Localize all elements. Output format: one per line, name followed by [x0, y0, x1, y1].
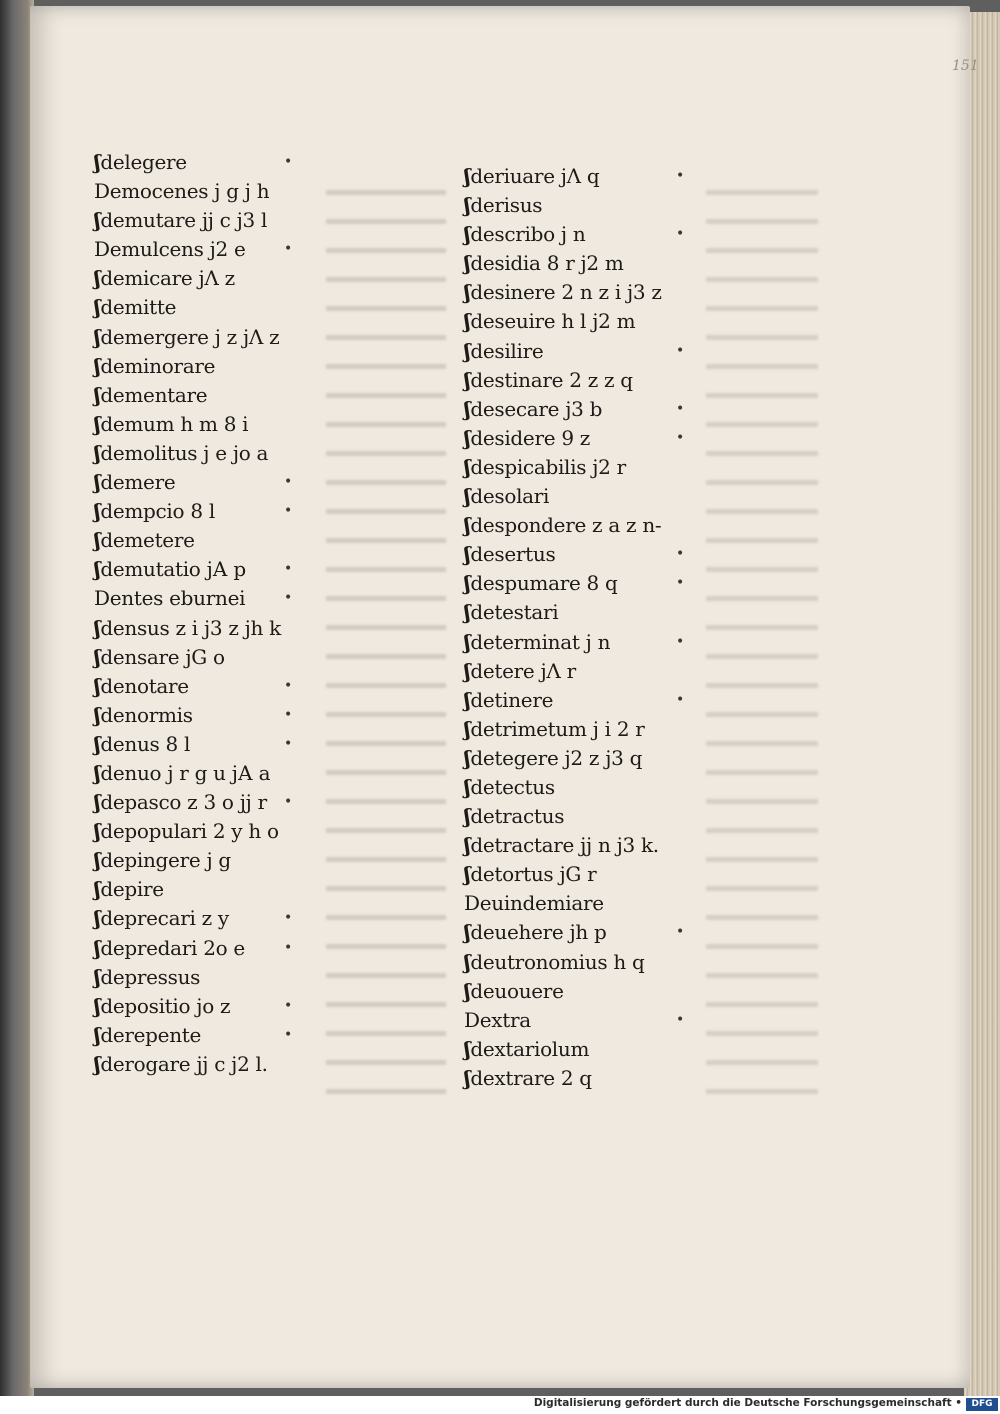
dot-mark-icon: • — [676, 168, 684, 184]
index-entry — [464, 453, 694, 482]
entry-text: detrimetum j i 2 r — [470, 716, 645, 741]
index-entry — [94, 846, 309, 875]
entry-text: denormis — [100, 702, 193, 727]
paragraph-mark-icon: ʃ — [94, 615, 101, 640]
entry-text: desecare j3 b — [470, 396, 603, 421]
entry-text: depire — [100, 877, 164, 902]
paragraph-mark-icon: ʃ — [94, 324, 101, 349]
paragraph-mark-icon: ʃ — [464, 804, 471, 829]
entry-text: depredari 2o e — [100, 935, 245, 960]
entry-text: denus 8 l — [100, 731, 191, 756]
dot-mark-icon: • — [284, 154, 292, 170]
paragraph-mark-icon: ʃ — [464, 309, 471, 334]
index-entry — [94, 614, 309, 643]
entry-text: desolari — [470, 484, 550, 509]
entry-text: Demulcens j2 e — [94, 237, 246, 262]
entry-text: dextariolum — [470, 1036, 590, 1061]
dot-mark-icon: • — [284, 474, 292, 491]
index-entry — [464, 977, 694, 1006]
index-entry — [464, 1035, 694, 1064]
index-entry — [464, 162, 694, 191]
paragraph-mark-icon: ʃ — [464, 425, 471, 450]
entry-text: describo j n — [470, 222, 586, 247]
entry-text: derisus — [470, 193, 543, 218]
dot-mark-icon: • — [676, 342, 684, 359]
index-entry — [94, 177, 309, 206]
paragraph-mark-icon: ʃ — [464, 658, 471, 683]
dot-mark-icon: • — [676, 691, 684, 708]
paragraph-mark-icon: ʃ — [94, 353, 101, 378]
entry-text: demutare jj c j3 l — [100, 208, 268, 233]
index-entry — [94, 206, 309, 235]
paragraph-mark-icon: ʃ — [464, 251, 471, 276]
index-entry — [464, 773, 694, 802]
right-column — [464, 162, 694, 1093]
entry-text: desidere 9 z — [470, 425, 591, 450]
entry-text: detectus — [470, 774, 555, 799]
dot-mark-icon: • — [284, 706, 292, 723]
index-entry — [94, 701, 309, 730]
show-through-left — [326, 176, 446, 1096]
entry-text: detere jΛ r — [470, 658, 576, 683]
index-entry — [464, 628, 694, 657]
index-entry — [464, 395, 694, 424]
index-entry — [94, 584, 309, 613]
paragraph-mark-icon: ʃ — [94, 848, 101, 873]
dot-mark-icon: • — [676, 575, 684, 592]
entry-text: deprecari z y — [100, 906, 229, 931]
entry-text: densare jG o — [100, 644, 225, 669]
footer-bar — [0, 1396, 1000, 1414]
index-entry — [464, 337, 694, 366]
dot-mark-icon: • — [284, 241, 292, 258]
paragraph-mark-icon: ʃ — [94, 731, 101, 756]
entry-text: deseuire h l j2 m — [470, 309, 636, 334]
index-entry — [94, 875, 309, 904]
entry-text: deminorare — [100, 353, 216, 378]
paragraph-mark-icon: ʃ — [94, 295, 101, 320]
paragraph-mark-icon: ʃ — [464, 716, 471, 741]
entry-text: detortus jG r — [470, 862, 597, 887]
paragraph-mark-icon: ʃ — [94, 906, 101, 931]
index-entry — [94, 526, 309, 555]
entry-text: despumare 8 q — [470, 571, 618, 596]
dot-mark-icon: • — [676, 546, 684, 563]
index-entry — [94, 672, 309, 701]
index-entry — [94, 148, 309, 177]
footer-credit: Digitalisierung gefördert durch die Deutsche Forschungsgemeinschaft • — [533, 1397, 962, 1409]
paragraph-mark-icon: ʃ — [94, 760, 101, 785]
entry-text: demitte — [100, 295, 177, 320]
entry-text: denuo j r g u jА a — [100, 760, 271, 785]
entry-text: denotare — [100, 673, 189, 698]
entry-text: deutronomius h q — [470, 949, 645, 974]
entry-text: detinere — [470, 687, 554, 712]
entry-text: desilire — [470, 338, 544, 363]
dot-mark-icon: • — [676, 633, 684, 650]
paragraph-mark-icon: ʃ — [94, 935, 101, 960]
entry-text: detractare jj n j3 k. — [470, 833, 659, 858]
paragraph-mark-icon: ʃ — [94, 528, 101, 553]
dot-mark-icon: • — [676, 429, 684, 446]
index-entry — [94, 381, 309, 410]
paragraph-mark-icon: ʃ — [94, 877, 101, 902]
paragraph-mark-icon: ʃ — [464, 164, 471, 188]
index-entry — [464, 889, 694, 918]
paragraph-mark-icon: ʃ — [94, 819, 101, 844]
index-entry — [94, 497, 309, 526]
entry-text: desertus — [470, 542, 556, 567]
index-entry — [464, 1064, 694, 1093]
index-entry — [464, 715, 694, 744]
paragraph-mark-icon: ʃ — [94, 470, 101, 495]
paragraph-mark-icon: ʃ — [464, 513, 471, 538]
paragraph-mark-icon: ʃ — [94, 150, 101, 174]
paragraph-mark-icon: ʃ — [94, 440, 101, 465]
entry-text: deriuare jΛ q — [470, 164, 600, 188]
dot-mark-icon: • — [284, 503, 292, 520]
paragraph-mark-icon: ʃ — [464, 1065, 471, 1090]
dot-mark-icon: • — [284, 1026, 292, 1043]
entry-text: demolitus j e jo a — [100, 440, 269, 465]
dot-mark-icon: • — [676, 400, 684, 417]
index-entry — [464, 918, 694, 947]
index-entry — [464, 511, 694, 540]
index-entry — [94, 759, 309, 788]
index-entry — [94, 817, 309, 846]
paragraph-mark-icon: ʃ — [94, 1051, 101, 1076]
index-entry — [94, 1021, 309, 1050]
entry-text: demere — [100, 470, 176, 495]
entry-text: Dextra — [464, 1007, 531, 1032]
entry-text: dempcio 8 l — [100, 499, 215, 524]
index-entry — [464, 686, 694, 715]
dot-mark-icon: • — [284, 794, 292, 811]
entry-text: depopulari 2 y h o — [100, 819, 279, 844]
entry-text: delegere — [100, 150, 187, 174]
index-entry — [464, 569, 694, 598]
entry-text: deuehere jh p — [470, 920, 607, 945]
index-entry — [94, 352, 309, 381]
entry-text: demutatio jА p — [100, 557, 246, 582]
entry-text: demetere — [100, 528, 195, 553]
entry-text: depingere j g — [100, 848, 231, 873]
index-entry — [464, 278, 694, 307]
index-entry — [94, 643, 309, 672]
index-entry — [94, 293, 309, 322]
dot-mark-icon: • — [284, 735, 292, 752]
entry-text: derepente — [100, 1022, 202, 1047]
paragraph-mark-icon: ʃ — [464, 396, 471, 421]
entry-text: detestari — [470, 600, 559, 625]
index-entry — [94, 323, 309, 352]
dot-mark-icon: • — [676, 1011, 684, 1028]
paragraph-mark-icon: ʃ — [94, 382, 101, 407]
index-entry — [94, 264, 309, 293]
dot-mark-icon: • — [284, 561, 292, 578]
index-entry — [94, 788, 309, 817]
entry-text: depasco z 3 o jj r — [100, 790, 267, 815]
index-entry — [94, 1050, 309, 1079]
entry-text: destinare 2 z z q — [470, 367, 633, 392]
index-entry — [94, 439, 309, 468]
index-entry — [464, 482, 694, 511]
paragraph-mark-icon: ʃ — [464, 222, 471, 247]
index-entry — [464, 191, 694, 220]
index-entry — [464, 657, 694, 686]
paragraph-mark-icon: ʃ — [464, 454, 471, 479]
entry-text: demicare jΛ z — [100, 266, 235, 291]
dot-mark-icon: • — [284, 939, 292, 956]
index-entry — [464, 860, 694, 889]
entry-text: demum h m 8 i — [100, 411, 249, 436]
entry-text: Democenes j g j h — [94, 179, 270, 204]
index-entry — [94, 730, 309, 759]
paragraph-mark-icon: ʃ — [464, 920, 471, 945]
paragraph-mark-icon: ʃ — [94, 673, 101, 698]
index-entry — [94, 235, 309, 264]
dot-mark-icon: • — [284, 590, 292, 607]
entry-text: deuouere — [470, 978, 564, 1003]
entry-text: despondere z a z n- — [470, 513, 662, 538]
entry-text: derogare jj c j2 l. — [100, 1051, 268, 1076]
index-entry — [464, 1006, 694, 1035]
paragraph-mark-icon: ʃ — [464, 833, 471, 858]
index-entry — [94, 410, 309, 439]
paragraph-mark-icon: ʃ — [464, 687, 471, 712]
index-entry — [464, 307, 694, 336]
entry-text: demergere j z jΛ z — [100, 324, 280, 349]
dfg-logo: DFG — [966, 1398, 998, 1411]
paragraph-mark-icon: ʃ — [464, 949, 471, 974]
paragraph-mark-icon: ʃ — [464, 774, 471, 799]
entry-text: Dentes eburnei — [94, 586, 246, 611]
index-entry — [464, 831, 694, 860]
paragraph-mark-icon: ʃ — [464, 629, 471, 654]
entry-text: detractus — [470, 804, 565, 829]
entry-text: dextrare 2 q — [470, 1065, 592, 1090]
index-entry — [464, 948, 694, 977]
entry-text: detegere j2 z j3 q — [470, 745, 643, 770]
paragraph-mark-icon: ʃ — [94, 993, 101, 1018]
index-entry — [464, 220, 694, 249]
index-entry — [464, 366, 694, 395]
paragraph-mark-icon: ʃ — [464, 367, 471, 392]
index-entry — [94, 934, 309, 963]
paragraph-mark-icon: ʃ — [464, 1036, 471, 1061]
index-entry — [464, 249, 694, 278]
dot-mark-icon: • — [284, 910, 292, 927]
paragraph-mark-icon: ʃ — [464, 280, 471, 305]
show-through-right — [706, 176, 818, 1096]
paragraph-mark-icon: ʃ — [94, 644, 101, 669]
entry-text: desidia 8 r j2 m — [470, 251, 624, 276]
index-entry — [464, 424, 694, 453]
paragraph-mark-icon: ʃ — [464, 571, 471, 596]
index-entry — [94, 963, 309, 992]
paragraph-mark-icon: ʃ — [94, 702, 101, 727]
paragraph-mark-icon: ʃ — [94, 557, 101, 582]
paragraph-mark-icon: ʃ — [94, 266, 101, 291]
entry-text: depressus — [100, 964, 201, 989]
paragraph-mark-icon: ʃ — [464, 600, 471, 625]
entry-text: desinere 2 n z i j3 z — [470, 280, 662, 305]
index-entry — [94, 468, 309, 497]
paragraph-mark-icon: ʃ — [94, 964, 101, 989]
entry-text: densus z i j3 z jh k — [100, 615, 281, 640]
paragraph-mark-icon: ʃ — [94, 411, 101, 436]
paragraph-mark-icon: ʃ — [464, 542, 471, 567]
paragraph-mark-icon: ʃ — [94, 790, 101, 815]
dot-mark-icon: • — [676, 226, 684, 243]
dot-mark-icon: • — [676, 924, 684, 941]
paragraph-mark-icon: ʃ — [464, 338, 471, 363]
entry-text: Deuindemiare — [464, 891, 604, 916]
entry-text: dementare — [100, 382, 208, 407]
index-entry — [94, 904, 309, 933]
entry-text: determinat j n — [470, 629, 611, 654]
entry-text: despicabilis j2 r — [470, 454, 626, 479]
paragraph-mark-icon: ʃ — [94, 208, 101, 233]
index-entry — [464, 802, 694, 831]
folio-number: 151 — [952, 58, 979, 74]
index-entry — [94, 555, 309, 584]
book-spine-edge — [0, 0, 34, 1396]
paragraph-mark-icon: ʃ — [464, 978, 471, 1003]
entry-text: depositio jo z — [100, 993, 231, 1018]
index-entry — [94, 992, 309, 1021]
index-entry — [464, 744, 694, 773]
index-entry — [464, 598, 694, 627]
paragraph-mark-icon: ʃ — [94, 499, 101, 524]
left-column — [94, 148, 309, 1079]
dot-mark-icon: • — [284, 677, 292, 694]
paragraph-mark-icon: ʃ — [464, 193, 471, 218]
index-entry — [464, 540, 694, 569]
paragraph-mark-icon: ʃ — [464, 745, 471, 770]
dot-mark-icon: • — [284, 997, 292, 1014]
paragraph-mark-icon: ʃ — [464, 484, 471, 509]
paragraph-mark-icon: ʃ — [94, 1022, 101, 1047]
paragraph-mark-icon: ʃ — [464, 862, 471, 887]
